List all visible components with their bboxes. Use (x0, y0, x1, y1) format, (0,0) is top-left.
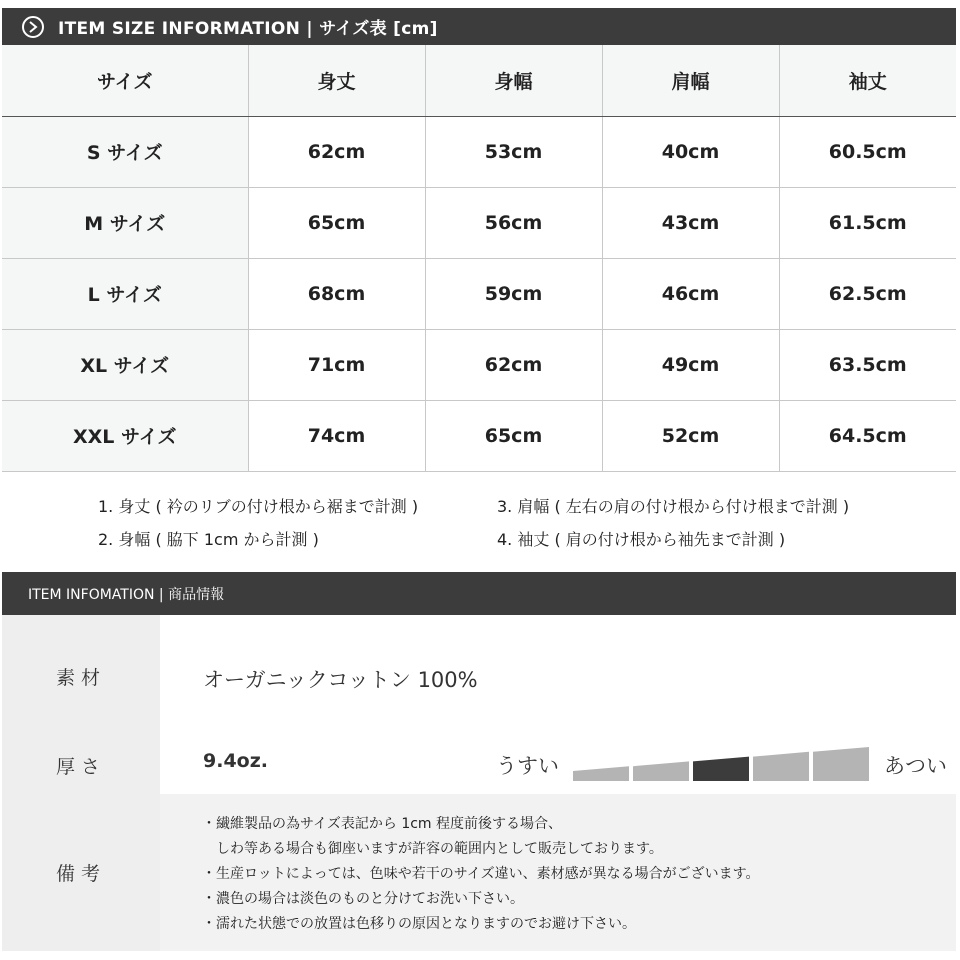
column-header-shoulder: 肩幅 (602, 45, 779, 116)
table-cell: 40cm (602, 116, 779, 187)
table-cell: 68cm (248, 258, 425, 329)
thickness-scale-step-2 (633, 761, 689, 781)
table-cell: 62cm (425, 329, 602, 400)
remark-line: ・濃色の場合は淡色のものと分けてお洗い下さい。 (202, 891, 524, 907)
thickness-scale-step-5 (813, 747, 869, 781)
measure-note: 2. 身幅 ( 脇下 1cm から計測 ) (98, 530, 319, 549)
table-cell: 63.5cm (779, 329, 956, 400)
row-label-xl: XL サイズ (2, 329, 248, 400)
measure-note: 4. 袖丈 ( 肩の付け根から袖先まで計測 ) (497, 530, 786, 549)
table-cell: 56cm (425, 187, 602, 258)
material-label: 素材 (2, 615, 160, 737)
size-table-header-row (2, 45, 956, 116)
column-header-width: 身幅 (425, 45, 602, 116)
thickness-scale (573, 745, 869, 781)
table-cell: 43cm (602, 187, 779, 258)
table-cell: 61.5cm (779, 187, 956, 258)
item-info-title: ITEM INFOMATION | 商品情報 (28, 586, 225, 603)
material-value: オーガニックコットン 100% (203, 668, 478, 692)
thickness-scale-step-1 (573, 766, 629, 781)
remark-line: ・生産ロットによっては、色味や若干のサイズ違い、素材感が異なる場合がございます。 (202, 866, 760, 882)
thickness-thin-label: うすい (496, 754, 559, 778)
table-cell: 49cm (602, 329, 779, 400)
row-label-xxl: XXL サイズ (2, 400, 248, 471)
table-cell: 65cm (248, 187, 425, 258)
row-label-s: S サイズ (2, 116, 248, 187)
table-row (2, 187, 956, 258)
remark-line: しわ等ある場合も御座いますが許容の範囲内として販売しております。 (202, 841, 663, 857)
table-cell: 60.5cm (779, 116, 956, 187)
column-header-sleeve: 袖丈 (779, 45, 956, 116)
table-cell: 52cm (602, 400, 779, 471)
row-label-l: L サイズ (2, 258, 248, 329)
measure-notes-left (98, 490, 418, 556)
thickness-thick-label: あつい (884, 754, 947, 778)
row-label-m: M サイズ (2, 187, 248, 258)
table-row (2, 400, 956, 471)
table-row (2, 116, 956, 187)
thickness-value: 9.4oz. (203, 750, 268, 772)
table-cell: 65cm (425, 400, 602, 471)
remark-line: ・繊維製品の為サイズ表記から 1cm 程度前後する場合、 (202, 816, 563, 832)
column-header-size: サイズ (2, 45, 248, 116)
table-cell: 64.5cm (779, 400, 956, 471)
table-row (2, 329, 956, 400)
size-info-title: ITEM SIZE INFORMATION | サイズ表 [cm] (58, 19, 438, 39)
table-cell: 62cm (248, 116, 425, 187)
table-cell: 46cm (602, 258, 779, 329)
column-header-length: 身丈 (248, 45, 425, 116)
thickness-scale-step-3 (693, 757, 749, 781)
chevron-right-circle-icon (22, 16, 44, 38)
item-info-header (2, 572, 956, 615)
remarks-label: 備考 (2, 794, 160, 951)
table-cell: 62.5cm (779, 258, 956, 329)
table-cell: 59cm (425, 258, 602, 329)
size-table (2, 45, 956, 472)
remarks-text (202, 812, 759, 937)
table-cell: 74cm (248, 400, 425, 471)
thickness-scale-step-4 (753, 752, 809, 781)
table-cell: 53cm (425, 116, 602, 187)
table-cell: 71cm (248, 329, 425, 400)
size-info-header (2, 8, 956, 45)
table-row (2, 258, 956, 329)
measure-notes-right (497, 490, 849, 556)
measure-note: 3. 肩幅 ( 左右の肩の付け根から付け根まで計測 ) (497, 497, 850, 516)
measure-note: 1. 身丈 ( 衿のリブの付け根から裾まで計測 ) (98, 497, 419, 516)
thickness-label: 厚さ (2, 737, 160, 794)
remark-line: ・濡れた状態での放置は色移りの原因となりますのでお避け下さい。 (202, 916, 636, 932)
